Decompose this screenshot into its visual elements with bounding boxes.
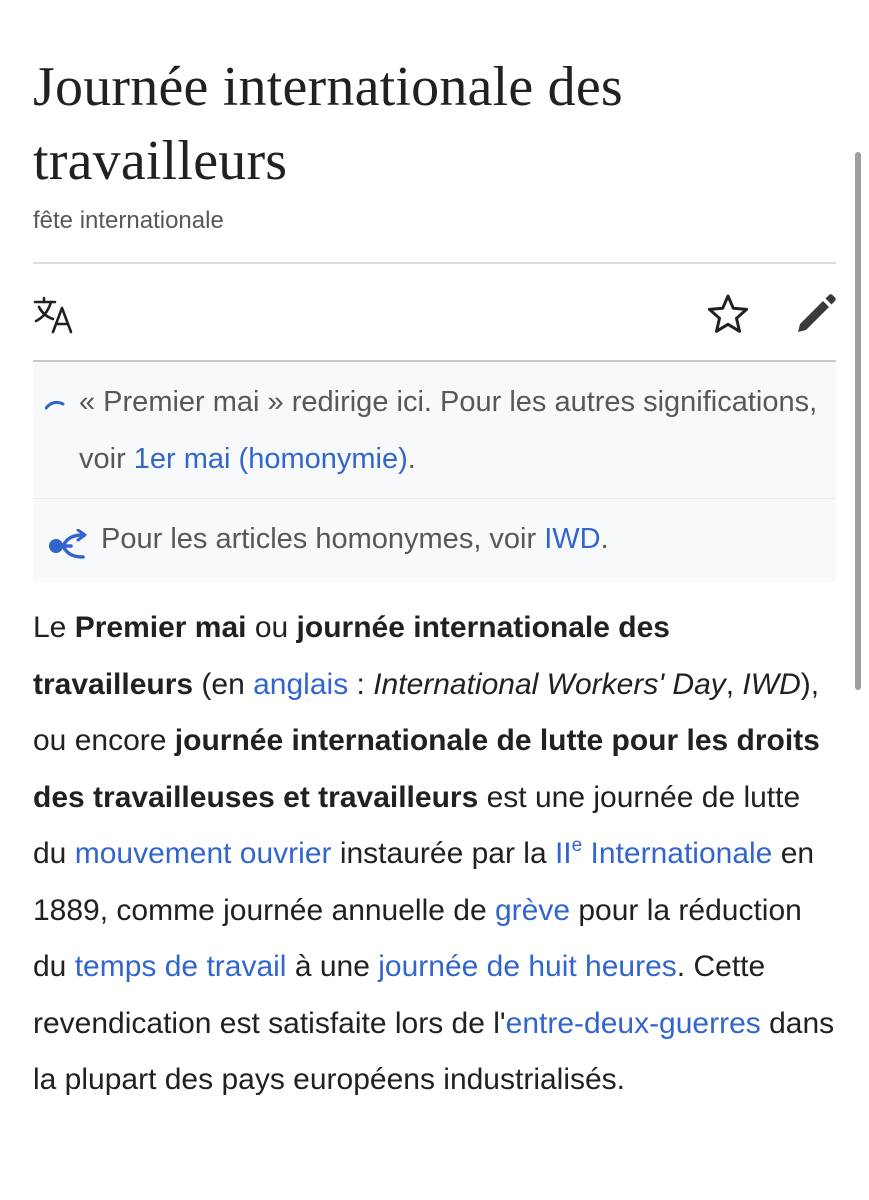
link-mouvement-ouvrier[interactable]: mouvement ouvrier [74,837,332,870]
text-segment: en 1889, comme journée annuelle de [33,837,815,927]
text-segment: à une [286,950,379,983]
redirect-arrow-icon [45,398,67,410]
link-ii-internationale[interactable] [555,837,772,870]
text-segment: instaurée par la [331,837,555,870]
link-ii-superscript: e [571,835,583,856]
link-anglais[interactable]: anglais [253,667,349,701]
text-segment: est une journée de lutte du [33,780,801,870]
link-temps-de-travail[interactable]: temps de travail [74,950,287,983]
page-title [33,50,836,198]
hatnote-homonyms-text: Pour les articles homonymes, voir [101,523,545,555]
page-subtitle: fête internationale [33,207,224,234]
article-page [33,0,836,1109]
text-segment: (en [193,667,254,701]
hatnote-redirect-text: « Premier mai » redirige ici. Pour les autres significations, voir [79,386,818,475]
link-ii-text: II [554,837,572,870]
disambiguation-icon [47,529,91,559]
italic-iwd: IWD [742,667,801,701]
hatnote-box [33,362,836,582]
text-segment: , [725,667,743,701]
page-title-line-1: Journée internationale des [33,56,623,118]
text-segment: Le [33,611,75,644]
scrollbar-thumb[interactable] [855,152,861,690]
text-segment: ), ou encore [33,667,820,757]
hatnote-homonyms [33,498,836,582]
hatnote-homonyms-suffix: . [600,523,609,555]
italic-international-workers-day: International Workers' Day [373,667,726,701]
article-intro-paragraph [33,600,836,1109]
bold-premier-mai: Premier mai [74,611,247,644]
link-journee-de-huit-heures[interactable]: journée de huit heures [378,950,677,983]
hatnote-redirect [33,362,836,498]
link-iwd[interactable]: IWD [544,523,601,555]
page-actions-toolbar [33,264,836,360]
text-segment: : [348,667,374,701]
text-segment: ou [246,611,297,644]
link-internationale-text: Internationale [582,837,773,870]
link-1er-mai-homonymie[interactable]: 1er mai (homonymie) [133,443,408,475]
text-segment: pour la réduction du [33,893,802,983]
translate-icon[interactable] [33,296,75,334]
link-greve[interactable]: grève [494,893,571,927]
star-icon[interactable] [707,293,749,335]
text-segment: dans la plupart des pays européens industrialisés. [33,1006,835,1096]
pencil-icon[interactable] [795,293,837,335]
bold-journee-de-lutte: journée internationale de lutte pour les droits des travailleuses et travailleurs [33,724,820,814]
link-entre-deux-guerres[interactable]: entre-deux-guerres [505,1006,761,1040]
text-segment: . Cette revendication est satisfaite lors de l' [33,950,766,1040]
hatnote-redirect-suffix: . [407,443,416,475]
bold-journee-internationale: journée internationale des travailleurs [33,611,670,701]
page-title-line-2: travailleurs [33,130,288,192]
